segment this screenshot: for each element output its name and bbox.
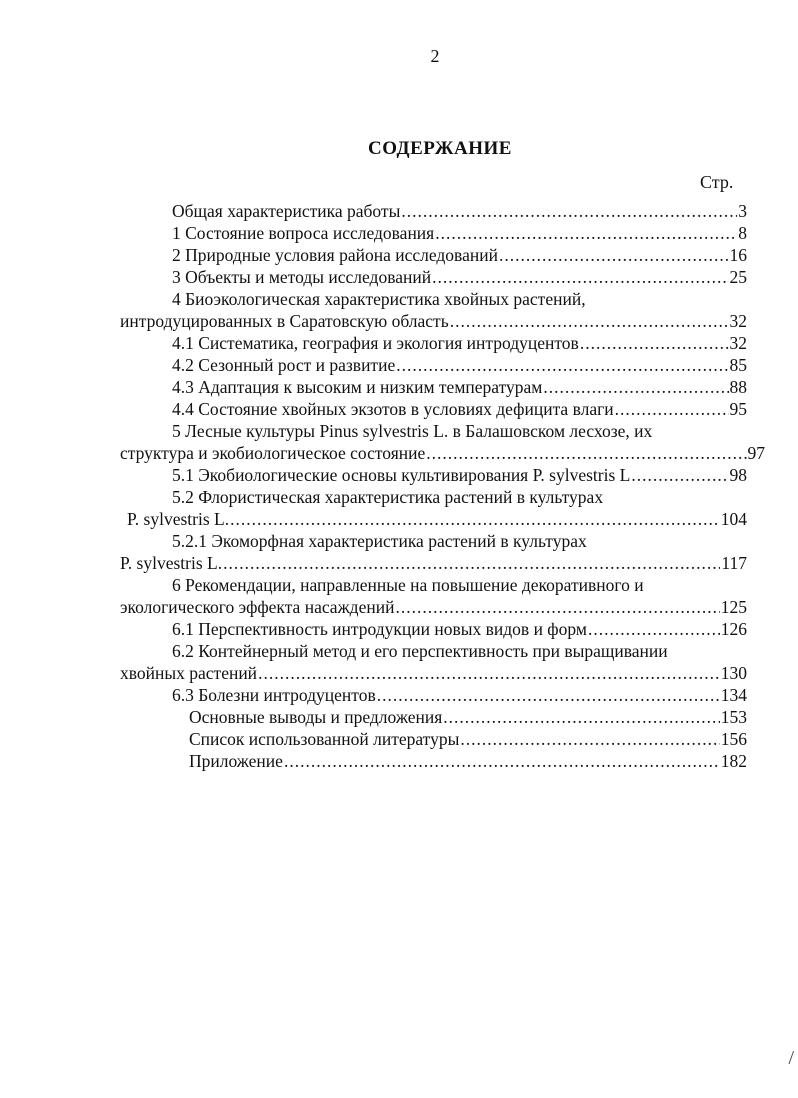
dot-leader	[376, 684, 720, 706]
toc-line	[0, 596, 798, 618]
dot-leader	[587, 618, 720, 640]
toc-entry-text: 5.1 Экобиологические основы культивирования P. sylvestris L	[172, 465, 631, 485]
dot-leader	[394, 596, 719, 618]
toc-line	[0, 684, 798, 706]
toc-entry-text: 6 Рекомендации, направленные на повышение декоративного и	[172, 575, 644, 595]
toc-entry-page: 8	[738, 223, 747, 243]
dot-leader	[257, 662, 720, 684]
toc-entry-page: 117	[721, 553, 747, 573]
toc-entry-text: 5 Лесные культуры Pinus sylvestris L. в Балашовском лесхозе, их	[172, 421, 653, 441]
toc-line	[0, 442, 798, 464]
toc-line	[0, 266, 798, 288]
toc-entry-text: 6.2 Контейнерный метод и его перспективность при выращивании	[172, 641, 668, 661]
toc-line	[0, 728, 798, 750]
toc-entry-text: 4.4 Состояние хвойных экзотов в условиях дефицита влаги	[172, 399, 614, 419]
toc-entry-page: 98	[729, 465, 747, 485]
toc-entry-text: Общая характеристика работы	[172, 201, 401, 221]
dot-leader	[449, 310, 729, 332]
dot-leader	[579, 332, 729, 354]
toc-entry-text: интродуцированных в Саратовскую область	[120, 311, 449, 331]
toc-line	[0, 398, 798, 420]
toc-line	[0, 508, 798, 530]
toc-entry-page: 88	[729, 377, 747, 397]
toc-entry-page: 153	[720, 707, 747, 727]
toc-line	[0, 354, 798, 376]
toc-line	[0, 662, 798, 684]
toc-entry-page: 16	[729, 245, 747, 265]
table-of-contents	[0, 200, 798, 772]
toc-line	[0, 310, 798, 332]
dot-leader	[222, 552, 720, 574]
toc-entry-text: 4.1 Систематика, география и экология интродуцентов	[172, 333, 579, 353]
toc-entry-text: хвойных растений	[120, 663, 258, 683]
toc-entry-page: 97	[747, 443, 765, 463]
toc-entry-page: 32	[729, 333, 747, 353]
dot-leader	[229, 508, 720, 530]
dot-leader	[442, 706, 720, 728]
toc-entry-text: 6.3 Болезни интродуцентов	[172, 685, 376, 705]
toc-entry-text: 5.2 Флористическая характеристика растений в культурах	[172, 487, 604, 507]
page-title: СОДЕРЖАНИЕ	[368, 138, 512, 159]
toc-entry-page: 182	[720, 751, 747, 771]
dot-leader	[400, 200, 737, 222]
toc-entry-page: 130	[720, 663, 747, 683]
toc-line	[0, 332, 798, 354]
toc-entry-page: 3	[738, 201, 747, 221]
dot-leader	[542, 376, 728, 398]
toc-line	[0, 420, 798, 442]
toc-entry-text: экологического эффекта насаждений	[120, 597, 395, 617]
toc-entry-page: 85	[729, 355, 747, 375]
toc-entry-text: 5.2.1 Экоморфная характеристика растений в культурах	[172, 531, 587, 551]
toc-entry-page: 32	[729, 311, 747, 331]
toc-entry-text: 4 Биоэкологическая характеристика хвойных растений,	[172, 289, 586, 309]
toc-entry-text: 1 Состояние вопроса исследования	[172, 223, 435, 243]
toc-entry-text: 6.1 Перспективность интродукции новых видов и форм	[172, 619, 587, 639]
toc-line	[0, 706, 798, 728]
toc-entry-text: 4.2 Сезонный рост и развитие	[172, 355, 396, 375]
toc-entry-text: Основные выводы и предложения	[189, 707, 443, 727]
toc-entry-text: 4.3 Адаптация к высоким и низким температурам	[172, 377, 543, 397]
dot-leader	[498, 244, 729, 266]
dot-leader	[395, 354, 728, 376]
page-column-label: Стр.	[700, 172, 734, 192]
toc-line	[0, 574, 798, 596]
toc-line	[0, 640, 798, 662]
dot-leader	[630, 464, 728, 486]
dot-leader	[459, 728, 719, 750]
toc-entry-text: P. sylvestris L.	[127, 509, 230, 529]
toc-entry-text: Приложение	[189, 751, 283, 771]
toc-line	[0, 244, 798, 266]
toc-entry-text: Список использованной литературы	[189, 729, 460, 749]
toc-line	[0, 552, 798, 574]
dot-leader	[434, 222, 737, 244]
toc-entry-text: структура и экобиологическое состояние	[120, 443, 426, 463]
toc-line	[0, 530, 798, 552]
toc-entry-page: 125	[720, 597, 747, 617]
page-number: 2	[430, 46, 440, 66]
dot-leader	[283, 750, 720, 772]
toc-entry-page: 156	[720, 729, 747, 749]
toc-line	[0, 200, 798, 222]
toc-entry-page: 134	[720, 685, 747, 705]
toc-line	[0, 288, 798, 310]
toc-line	[0, 486, 798, 508]
toc-entry-page: 104	[720, 509, 747, 529]
toc-line	[0, 464, 798, 486]
toc-line	[0, 222, 798, 244]
dot-leader	[614, 398, 729, 420]
scan-artifact-mark: /	[788, 1047, 794, 1069]
toc-line	[0, 376, 798, 398]
toc-entry-page: 126	[720, 619, 747, 639]
toc-entry-text: 2 Природные условия района исследований	[172, 245, 498, 265]
toc-line	[0, 618, 798, 640]
toc-entry-page: 25	[729, 267, 747, 287]
toc-line	[0, 750, 798, 772]
dot-leader	[425, 442, 746, 464]
toc-entry-text: 3 Объекты и методы исследований	[172, 267, 432, 287]
toc-entry-text: P. sylvestris L.	[120, 553, 223, 573]
dot-leader	[431, 266, 728, 288]
toc-entry-page: 95	[729, 399, 747, 419]
